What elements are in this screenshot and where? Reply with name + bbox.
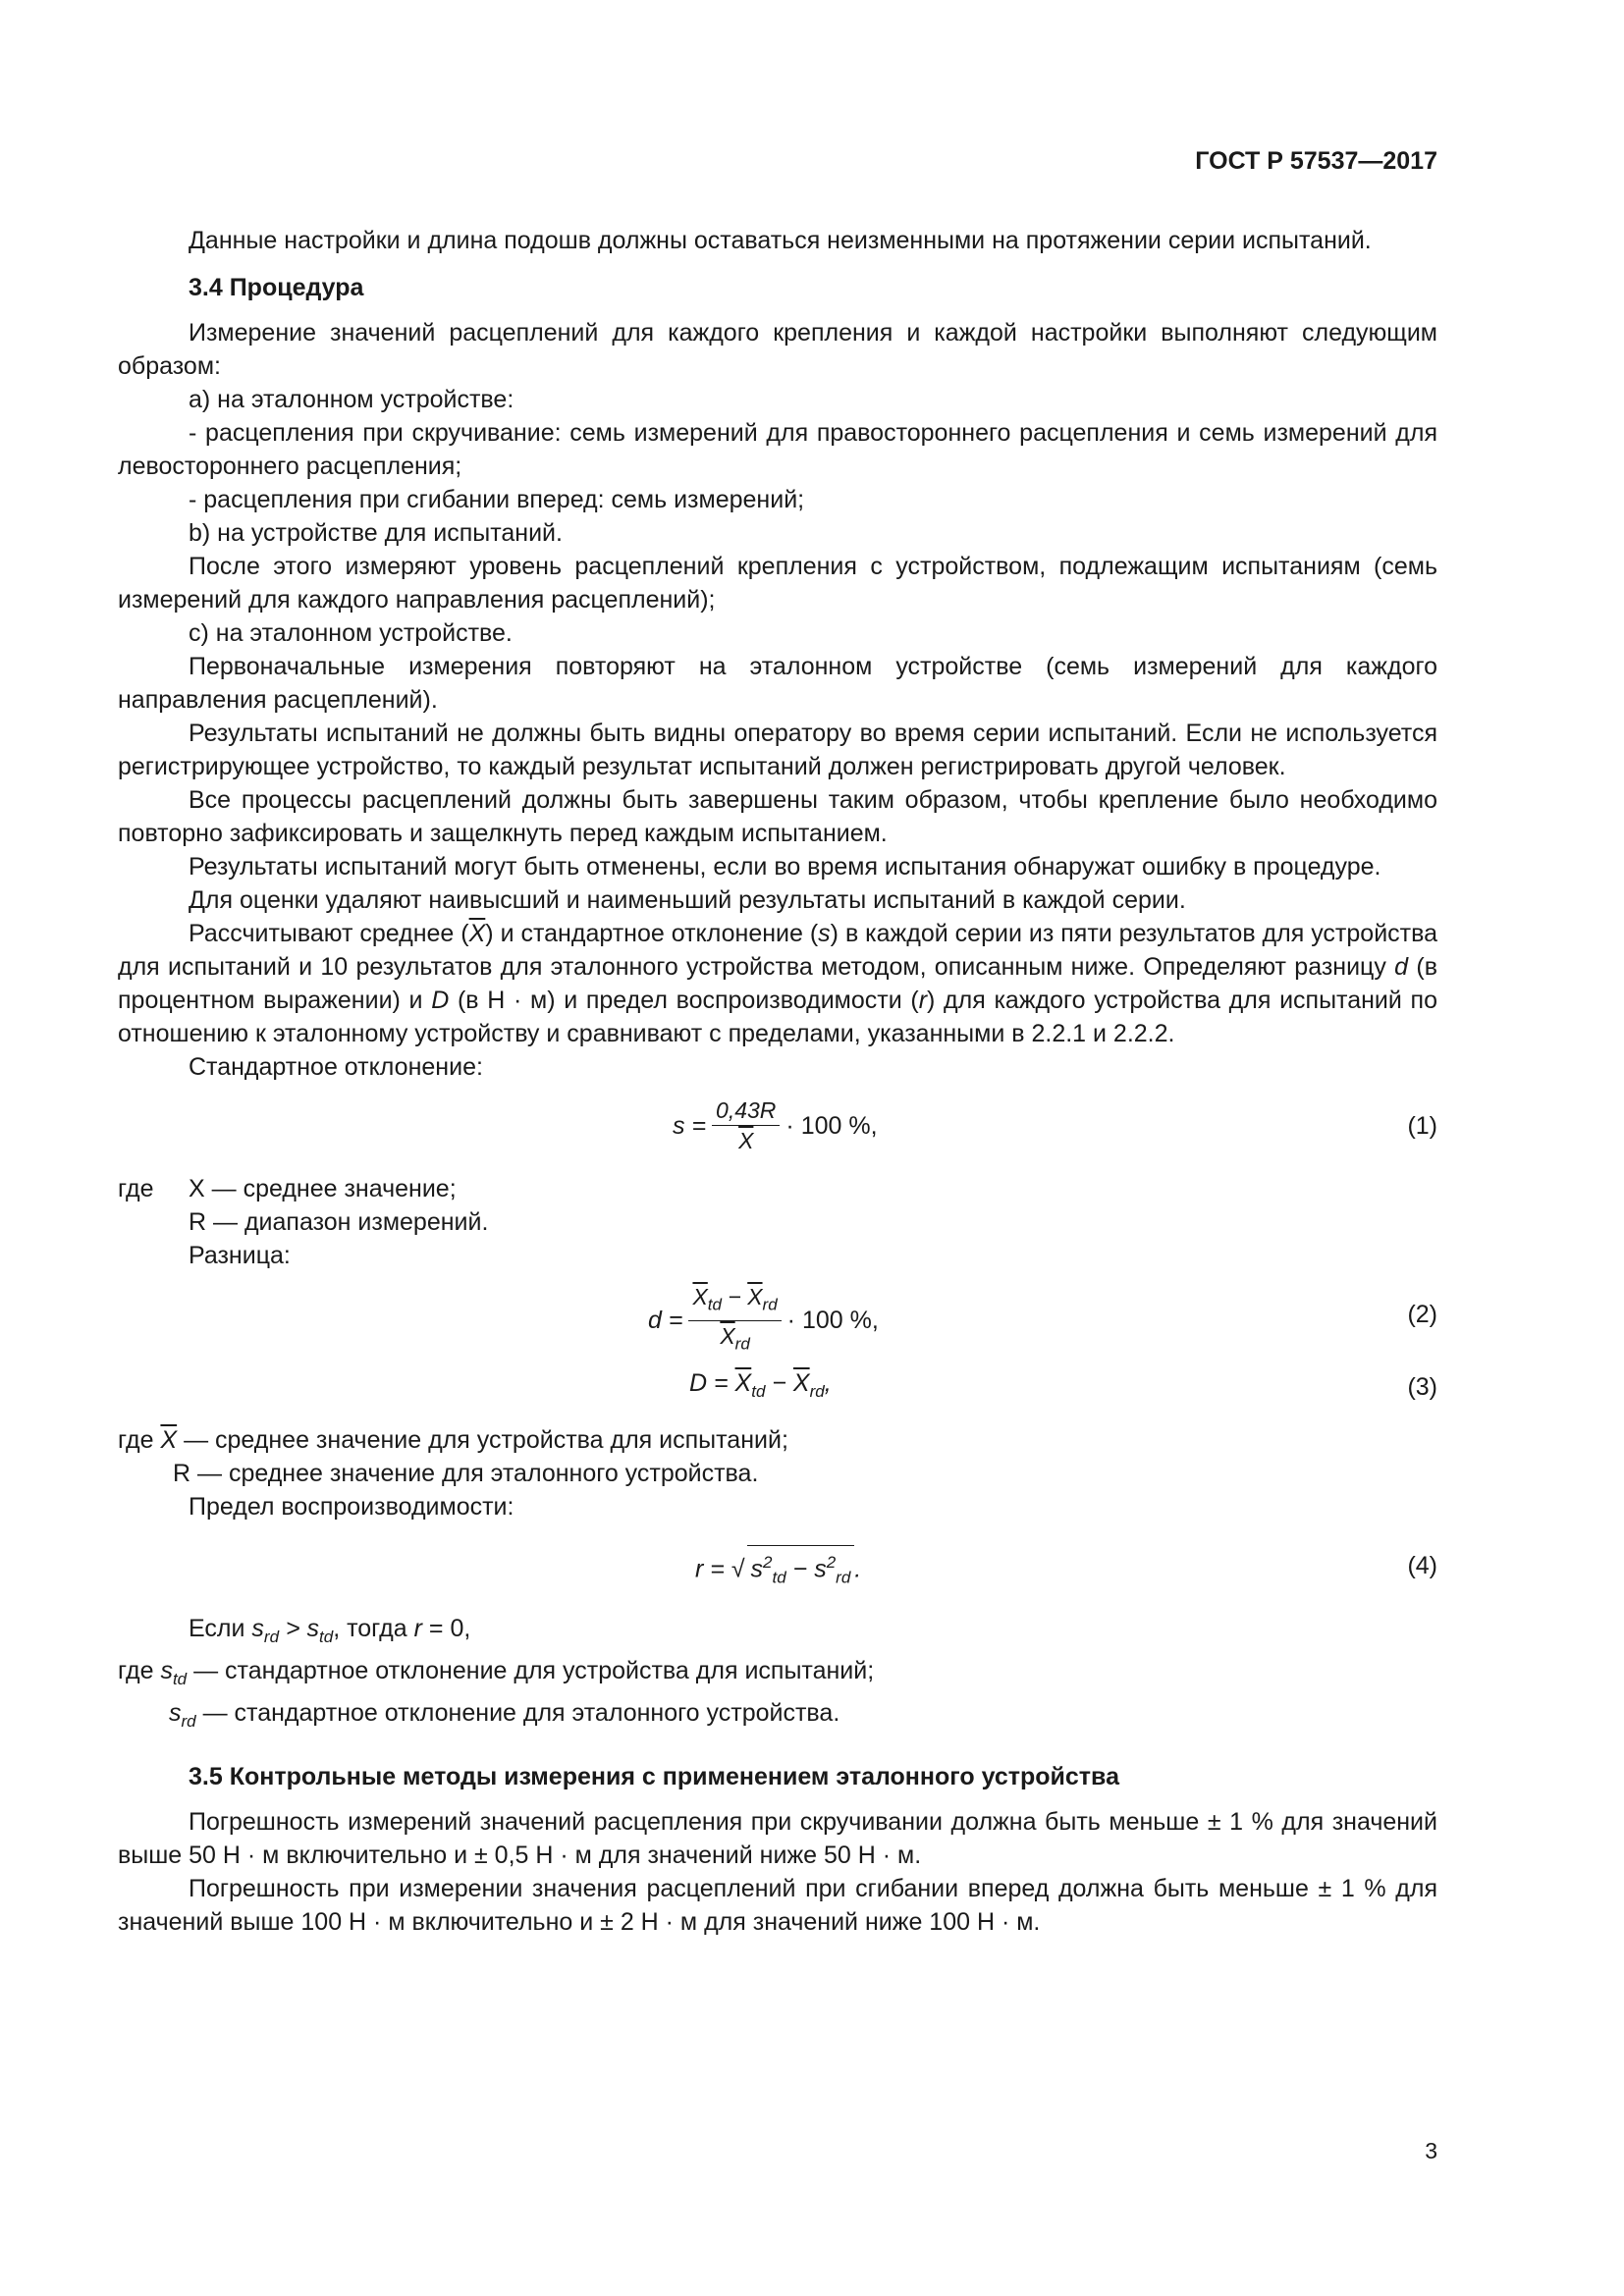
- document-page: [118, 0, 1437, 2296]
- where-block-1: где X — среднее значение; R — диапазон измерений.: [118, 1175, 489, 1236]
- paragraph: - расцепления при сгибании вперед: семь измерений;: [189, 486, 805, 513]
- paragraph: Результаты испытаний не должны быть видны оператору во время серии испытаний. Если не используется регистрирующее устройство, то каждый результат испытаний должен регистрировать другой человек.: [118, 720, 1437, 780]
- repro-label: Предел воспроизводимости:: [189, 1493, 514, 1521]
- condition-line: Если $s_{rd} > s_{td}$, тогда r = 0,: [189, 1615, 471, 1646]
- document-header: ГОСТ Р 57537—2017: [1195, 147, 1437, 175]
- equation-number: (1): [1407, 1112, 1437, 1140]
- std-label: Стандартное отклонение:: [189, 1053, 483, 1081]
- diff-label: Разница:: [189, 1242, 291, 1269]
- equation-2: d = $\frac{\overline{X}_{td} - \overline{X}_{rd}}{\overline{X}_{rd}}$ · 100 %, (2): [648, 1284, 1437, 1354]
- intro-paragraph: Данные настройки и длина подошв должны оставаться неизменными на протяжении серии испытаний.: [189, 227, 1372, 254]
- where-block-2: где $\overline{X}$ — среднее значение для устройства для испытаний;: [118, 1426, 788, 1454]
- paragraph: c) на эталонном устройстве.: [189, 619, 513, 647]
- equation-number: (3): [1407, 1373, 1437, 1401]
- where-block-3: где $s_{td}$ — стандартное отклонение для устройства для испытаний;: [118, 1657, 875, 1688]
- equation-number: (2): [1407, 1301, 1437, 1328]
- paragraph: Погрешность измерений значений расцепления при скручивании должна быть меньше ± 1 % для значений выше 50 Н · м включительно и ± 0,5 Н · м для значений ниже 50 Н · м.: [118, 1808, 1437, 1869]
- where-block-3-rd: $s_{rd}$ — стандартное отклонение для эталонного устройства.: [169, 1699, 840, 1731]
- paragraph: Для оценки удаляют наивысший и наименьший результаты испытаний в каждой серии.: [189, 886, 1186, 914]
- equation-4: r = √ $s^2_{td} - s^2_{rd}$ . (4): [118, 1531, 1437, 1604]
- calculation-paragraph: Рассчитывают среднее $(\overline{X})$ и стандартное отклонение (s) в каждой серии из пяти результатов для устройства для испытаний и 10 результатов для эталонного устройства методом, описанным ниже. Определяют разницу d (в процентном выражении) и D (в Н · м) и предел воспроизводимости (r) для каждого устройства для испытаний по отношению к эталонному устройству и сравнивают с пределами, указанными в 2.2.1 и 2.2.2.: [118, 920, 1438, 1047]
- section-3-4-title: 3.4 Процедура: [189, 274, 364, 301]
- paragraph: Все процессы расцеплений должны быть завершены таким образом, чтобы крепление было необходимо повторно зафиксировать и защелкнуть перед каждым испытанием.: [118, 786, 1437, 847]
- paragraph: После этого измеряют уровень расцеплений крепления с устройством, подлежащим испытаниям (семь измерений для каждого направления расцеплений);: [118, 553, 1437, 614]
- paragraph: Результаты испытаний могут быть отменены, если во время испытания обнаружат ошибку в процедуре.: [189, 853, 1381, 881]
- section-3-5-title: 3.5 Контрольные методы измерения с применением эталонного устройства: [189, 1763, 1119, 1790]
- paragraph: Измерение значений расцеплений для каждого крепления и каждой настройки выполняют следующим образом:: [118, 319, 1437, 380]
- paragraph: Погрешность при измерении значения расцеплений при сгибании вперед должна быть меньше ± 1 % для значений выше 100 Н · м включительно и ± 2 Н · м для значений ниже 100 Н · м.: [118, 1875, 1437, 1936]
- equation-3: $D = \overline{X}_{td} - \overline{X}_{rd}$, (3): [118, 1361, 1437, 1415]
- paragraph: b) на устройстве для испытаний.: [189, 519, 563, 547]
- page-number: 3: [1425, 2138, 1437, 2163]
- equation-1: s = $\frac{0,43R}{X}$ · 100 %, (1): [673, 1097, 1437, 1153]
- where-block-2-r: R — среднее значение для эталонного устройства.: [173, 1460, 759, 1487]
- equation-number: (4): [1407, 1552, 1437, 1579]
- paragraph: - расцепления при скручивание: семь измерений для правостороннего расцепления и семь измерений для левостороннего расцепления;: [118, 419, 1437, 480]
- paragraph: Первоначальные измерения повторяют на эталонном устройстве (семь измерений для каждого направления расцеплений).: [118, 653, 1437, 714]
- document-body: [118, 224, 1437, 1939]
- paragraph: a) на эталонном устройстве:: [189, 386, 514, 413]
